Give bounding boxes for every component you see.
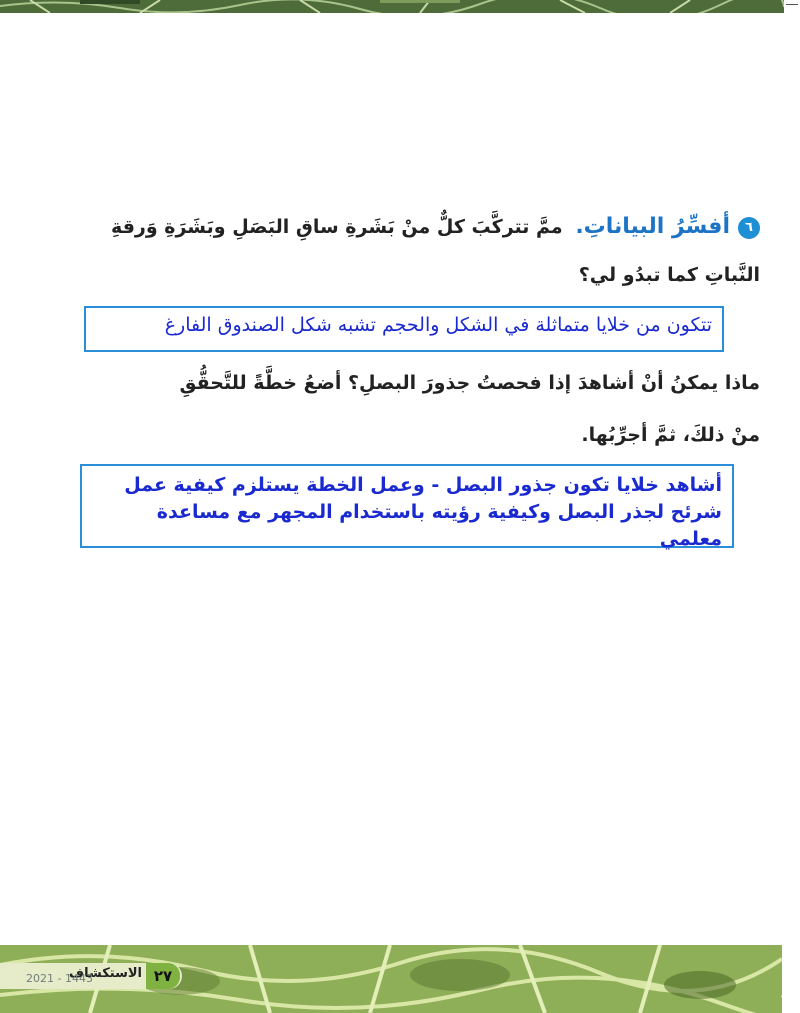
question-7-line-1 (70, 372, 760, 394)
question-6-line-1 (70, 214, 760, 239)
top-decorative-band (0, 0, 784, 13)
answer-box-1 (84, 306, 724, 352)
edition-year: 2021 - 1443 (26, 972, 93, 985)
answer-box-2 (80, 464, 734, 548)
question-number-badge: ٦ (738, 217, 760, 239)
question-7-text-2: منْ ذلكَ، ثمَّ أجرِّبُها. (581, 424, 760, 446)
answer-2-line-2: شرئح لجذر البصل وكيفية رؤيته باستخدام المجهر مع مساعدة معلمي (156, 501, 722, 550)
question-6-line-2 (70, 264, 760, 286)
unit-name: الاستكشاف (69, 966, 142, 981)
question-7-line-2 (70, 424, 760, 446)
corner-dash (786, 4, 798, 5)
answer-1-text: تتكون من خلايا متماثلة في الشكل والحجم تشبه شكل الصندوق الفارغ (164, 314, 712, 336)
question-6-text-1: ممَّ تتركَّبَ كلٌّ منْ بَشَرةِ ساقِ البَصَلِ وبَشَرَةِ وَرقةِ (110, 216, 563, 238)
skill-label: أفسِّرُ البياناتِ. (575, 214, 730, 239)
answer-2-line-1: أشاهد خلايا تكون جذور البصل - وعمل الخطة يستلزم كيفية عمل (124, 474, 722, 496)
question-6-text-2: النَّباتِ كما تبدُو لي؟ (578, 264, 760, 286)
page-number: ٢٧ (146, 963, 180, 989)
question-7-text-1: ماذا يمكنُ أنْ أشاهدَ إذا فحصتُ جذورَ البصلِ؟ أضعُ خطَّةً للتَّحقُّقِ (179, 372, 760, 394)
